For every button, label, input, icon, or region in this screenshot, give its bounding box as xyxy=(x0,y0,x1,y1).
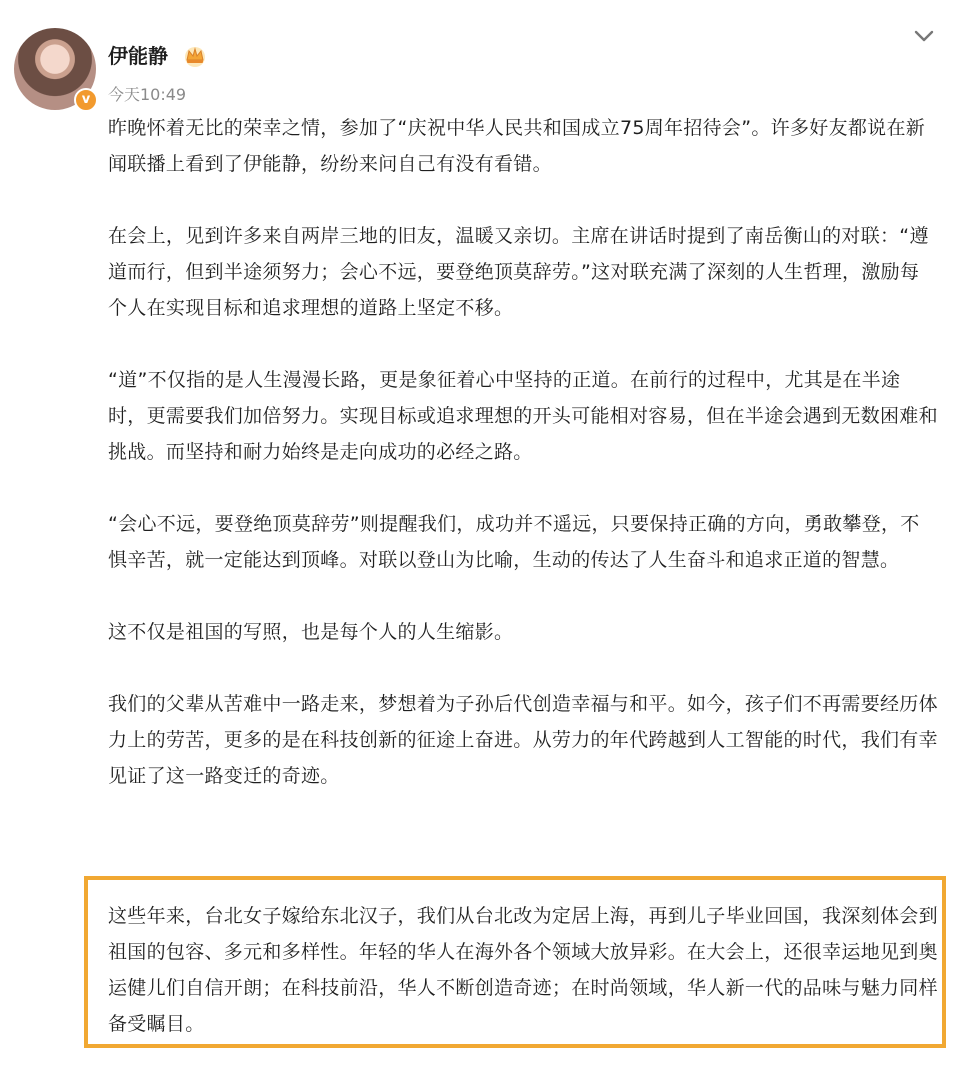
paragraph-3: “道”不仅指的是人生漫漫长路，更是象征着心中坚持的正道。在前行的过程中，尤其是在半途时，更需要我们加倍努力。实现目标或追求理想的开头可能相对容易，但在半途会遇到无数困难和挑战。而坚持和耐力始终是走向成功的必经之路。 xyxy=(108,369,938,463)
username[interactable]: 伊能静 xyxy=(108,44,168,68)
paragraph-4: “会心不远，要登绝顶莫辞劳”则提醒我们，成功并不遥远，只要保持正确的方向，勇敢攀登，不惧辛苦，就一定能达到顶峰。对联以登山为比喻，生动的传达了人生奋斗和追求正道的智慧。 xyxy=(108,513,920,571)
paragraph-5: 这不仅是祖国的写照，也是每个人的人生缩影。 xyxy=(108,621,514,643)
post-header xyxy=(0,0,960,110)
paragraph-2: 在会上，见到许多来自两岸三地的旧友，温暖又亲切。主席在讲话时提到了南岳衡山的对联：“遵道而行，但到半途须努力；会心不远，要登绝顶莫辞劳。”这对联充满了深刻的人生哲理，激励每个人在实现目标和追求理想的道路上坚定不移。 xyxy=(108,225,929,319)
verified-badge: v xyxy=(74,88,98,112)
paragraph-6: 我们的父辈从苦难中一路走来，梦想着为子孙后代创造幸福与和平。如今，孩子们不再需要经历体力上的劳苦，更多的是在科技创新的征途上奋进。从劳力的年代跨越到人工智能的时代，我们有幸见证了这一路变迁的奇迹。 xyxy=(108,693,938,787)
crown-icon xyxy=(182,44,208,68)
post-body xyxy=(108,110,938,794)
paragraph-1: 昨晚怀着无比的荣幸之情，参加了“庆祝中华人民共和国成立75周年招待会”。许多好友都说在新闻联播上看到了伊能静，纷纷来问自己有没有看错。 xyxy=(108,117,926,175)
timestamp: 今天10:49 xyxy=(108,85,187,104)
chevron-down-icon[interactable] xyxy=(912,28,936,44)
highlighted-paragraph: 这些年来，台北女子嫁给东北汉子，我们从台北改为定居上海，再到儿子毕业回国，我深刻体会到祖国的包容、多元和多样性。年轻的华人在海外各个领域大放异彩。在大会上，还很幸运地见到奥运健儿们自信开朗；在科技前沿，华人不断创造奇迹；在时尚领域，华人新一代的品味与魅力同样备受瞩目。 xyxy=(108,905,938,1035)
